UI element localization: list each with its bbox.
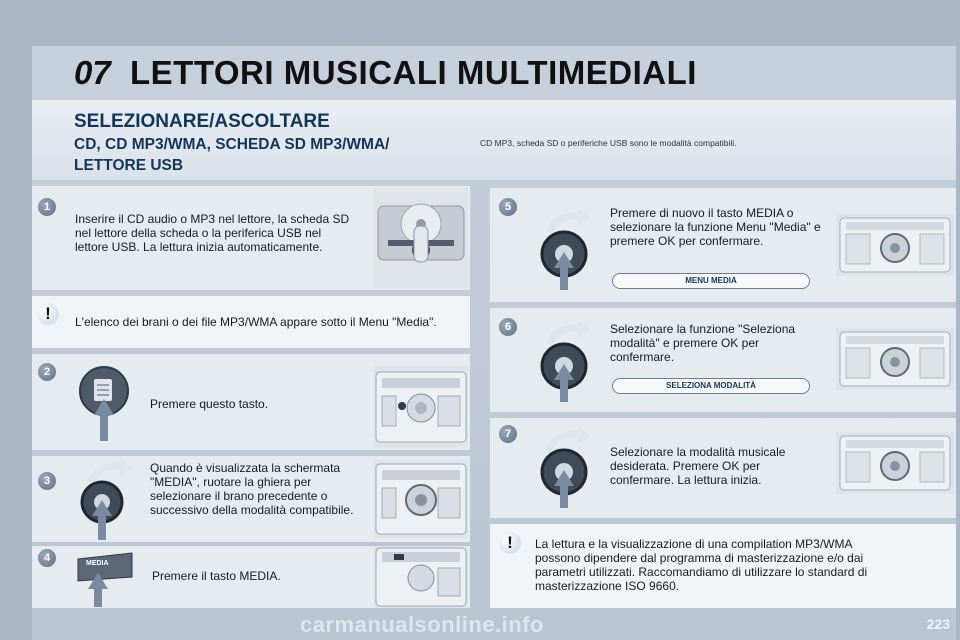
section-subtitle: CD, CD MP3/WMA, SCHEDA SD MP3/WMA/ LETTORE USB — [74, 136, 390, 174]
page-number: 223 — [926, 616, 950, 632]
step-1-badge: 1 — [38, 198, 56, 216]
radio-unit-icon — [374, 366, 468, 448]
warning-2-text: La lettura e la visualizzazione di una compilation MP3/WMA possono dipendere dal programma di masterizzazione e/o dai parametri utilizzati. Raccomandiamo di utilizzare lo standard di masterizzazione ISO 9660. — [535, 537, 868, 593]
rotary-knob-icon — [78, 456, 138, 542]
step-3-badge: 3 — [38, 472, 56, 490]
step-4-badge: 4 — [38, 549, 56, 567]
warning-1-text: L'elenco dei brani o dei file MP3/WMA appare sotto il Menu "Media". — [75, 315, 437, 329]
cd-insert-icon — [374, 188, 468, 288]
step-2-text: Premere questo tasto. — [150, 397, 269, 411]
radio-unit-icon — [836, 214, 954, 276]
step-6-text: Selezionare la funzione "Seleziona modalità" e premere OK per confermare. — [610, 322, 796, 364]
radio-unit-icon — [836, 328, 954, 390]
step-6-badge: 6 — [499, 318, 517, 336]
rotary-knob-icon — [536, 424, 596, 510]
section-title: SELEZIONARE/ASCOLTARE — [74, 111, 330, 132]
rotary-knob-icon — [536, 318, 596, 404]
seleziona-modalita-button[interactable]: SELEZIONA MODALITÀ — [612, 378, 810, 394]
warning-1-icon: ! — [37, 303, 59, 325]
chapter-number: 07 — [74, 54, 111, 91]
media-button-icon — [74, 551, 136, 607]
chapter-title: LETTORI MUSICALI MULTIMEDIALI — [130, 54, 697, 91]
step-5-text: Premere di nuovo il tasto MEDIA o selezionare la funzione Menu "Media" e premere OK per confermare. — [610, 206, 821, 248]
step-3-text: Quando è visualizzata la schermata "MEDIA", ruotare la ghiera per selezionare il brano precedente o successivo della modalità compatibile. — [150, 461, 354, 517]
media-button-label: MEDIA — [86, 560, 109, 567]
media-key-icon — [78, 365, 130, 443]
radio-unit-icon — [836, 432, 954, 494]
step-2-badge: 2 — [38, 363, 56, 381]
menu-media-button[interactable]: MENU MEDIA — [612, 273, 810, 289]
warning-2-icon: ! — [499, 532, 521, 554]
radio-unit-icon — [374, 460, 468, 538]
step-7-text: Selezionare la modalità musicale desiderata. Premere OK per confermare. La lettura inizia. — [610, 445, 786, 487]
watermark: carmanualsonline.info — [300, 612, 544, 637]
radio-unit-icon — [374, 546, 468, 608]
step-1-text: Inserire il CD audio o MP3 nel lettore, la scheda SD nel lettore della scheda o la periferica USB nel lettore USB. La lettura inizia automaticamente. — [75, 212, 350, 254]
rotary-knob-icon — [536, 206, 596, 292]
step-4-text: Premere il tasto MEDIA. — [152, 569, 281, 583]
compatibility-note: CD MP3, scheda SD o periferiche USB sono le modalità compatibili. — [480, 138, 737, 148]
step-5-badge: 5 — [499, 198, 517, 216]
step-7-badge: 7 — [499, 425, 517, 443]
